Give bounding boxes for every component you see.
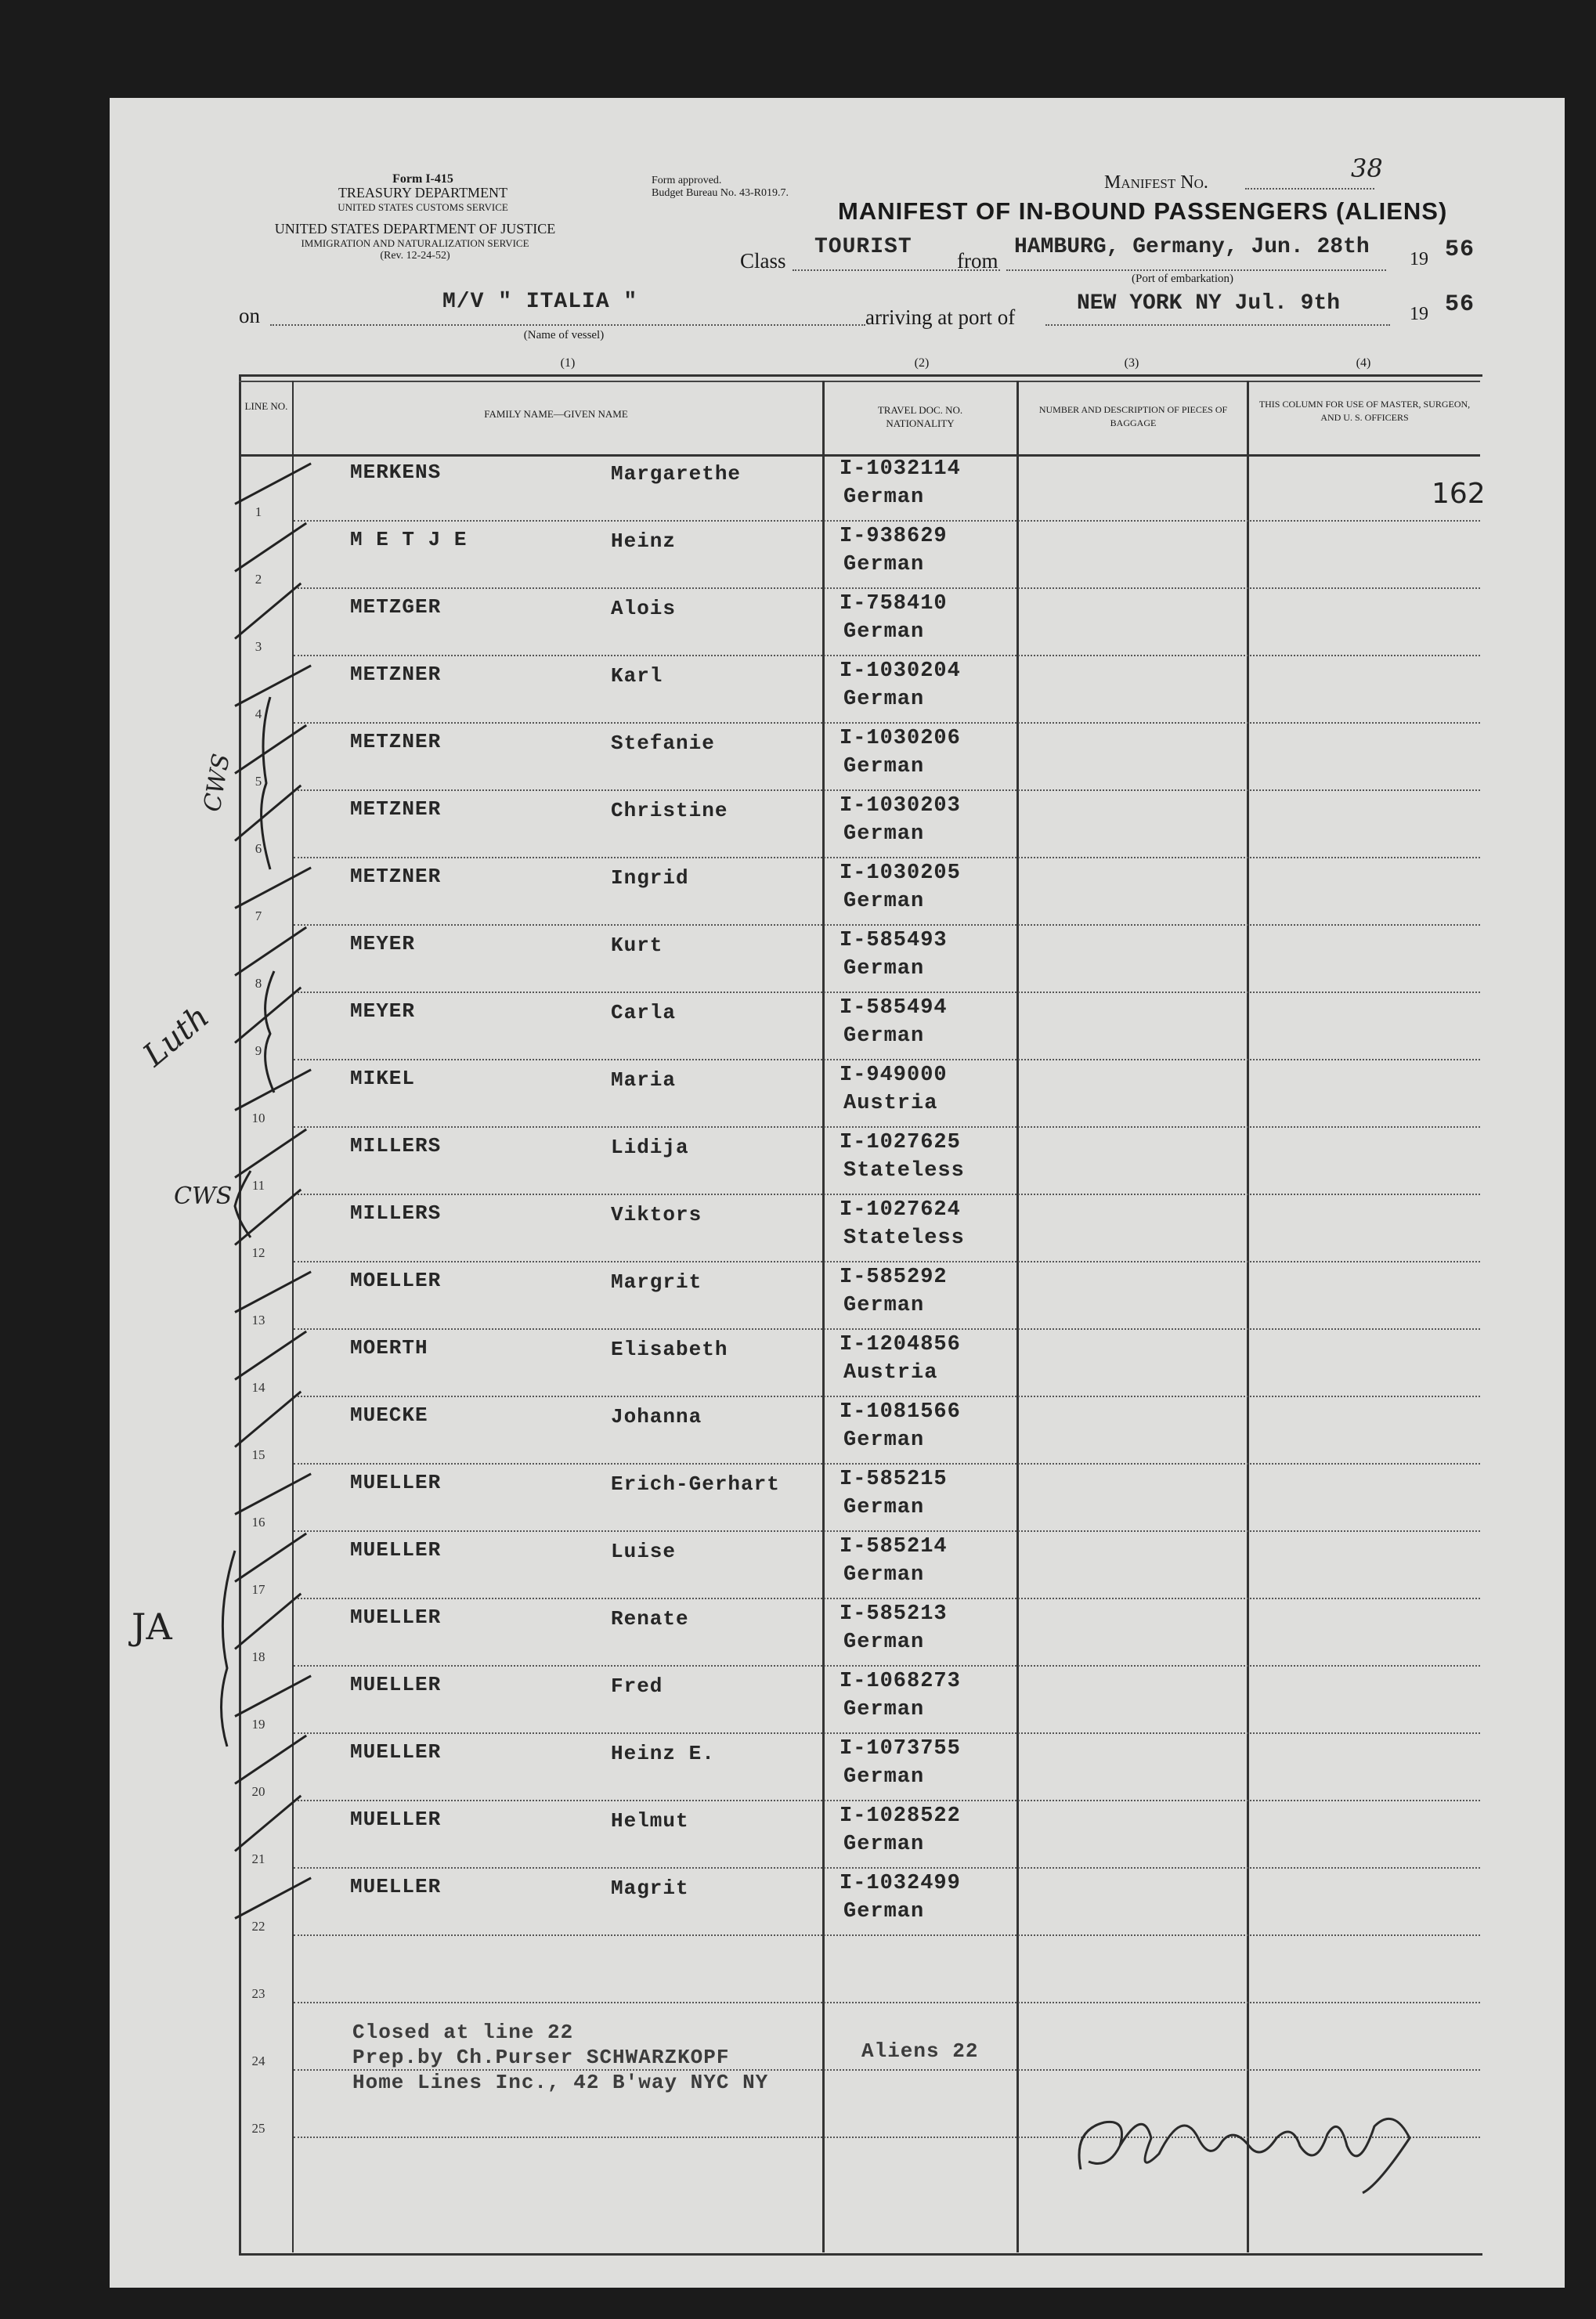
given-name: Viktors	[611, 1203, 702, 1226]
nationality: Stateless	[843, 1159, 965, 1183]
margin-note-3: CWS	[174, 1183, 233, 1210]
family-name: METZGER	[350, 595, 442, 619]
given-name: Lidija	[611, 1136, 689, 1159]
form-approved: Form approved.	[652, 175, 722, 186]
travel-doc-number: I-1027625	[840, 1131, 961, 1154]
line-number: 15	[251, 1447, 265, 1462]
given-name: Magrit	[611, 1877, 689, 1900]
from-value: HAMBURG, Germany, Jun. 28th	[1014, 235, 1370, 259]
family-name: MUELLER	[350, 1875, 442, 1898]
signature	[1065, 2060, 1441, 2201]
revision: (Rev. 12-24-52)	[380, 250, 450, 262]
family-name: MEYER	[350, 999, 416, 1023]
family-name: MUELLER	[350, 1808, 442, 1831]
dept-treasury: TREASURY DEPARTMENT	[338, 185, 508, 200]
nationality: German	[843, 1631, 925, 1654]
travel-doc-number: I-585493	[840, 929, 948, 952]
nationality: German	[843, 1833, 925, 1856]
nationality: German	[843, 822, 925, 846]
closing-line-1: Closed at line 22	[352, 2021, 574, 2044]
given-name: Johanna	[611, 1405, 702, 1429]
nationality: German	[843, 688, 925, 711]
travel-doc-number: I-1073755	[840, 1737, 961, 1761]
line-number: 9	[255, 1043, 262, 1058]
line-number: 24	[251, 2054, 265, 2068]
nationality: German	[843, 1429, 925, 1452]
year-arrive: 56	[1445, 291, 1475, 318]
class-value: TOURIST	[814, 235, 912, 259]
year-prefix-2: 19	[1410, 304, 1428, 324]
nationality: German	[843, 1024, 925, 1048]
closing-line-2: Prep.by Ch.Purser SCHWARZKOPF	[352, 2046, 730, 2069]
nationality: German	[843, 1698, 925, 1721]
family-name: MEYER	[350, 932, 416, 955]
vessel-caption: (Name of vessel)	[523, 329, 605, 341]
family-name: METZNER	[350, 730, 442, 753]
budget-bureau: Budget Bureau No. 43-R019.7.	[652, 187, 789, 199]
dept-justice: UNITED STATES DEPARTMENT OF JUSTICE	[274, 221, 556, 237]
line-number: 1	[255, 504, 262, 519]
year-depart: 56	[1445, 237, 1475, 263]
line-number: 19	[251, 1717, 265, 1732]
nationality: Austria	[843, 1092, 938, 1115]
given-name: Margrit	[611, 1270, 702, 1294]
header-baggage: NUMBER AND DESCRIPTION OF PIECES OF BAGGAGE	[1038, 404, 1228, 428]
line-number: 12	[251, 1245, 265, 1260]
travel-doc-number: I-1032499	[840, 1872, 961, 1895]
line-number: 18	[251, 1649, 265, 1664]
nationality: German	[843, 620, 925, 644]
family-name: MERKENS	[350, 461, 442, 484]
from-label: from	[957, 249, 998, 273]
travel-doc-number: I-1030206	[840, 727, 961, 750]
arriving-label: arriving at port of	[865, 305, 1016, 329]
line-number: 17	[251, 1582, 265, 1597]
travel-doc-number: I-585214	[840, 1535, 948, 1559]
given-name: Alois	[611, 597, 677, 620]
travel-doc-number: I-758410	[840, 592, 948, 616]
family-name: M E T J E	[350, 528, 468, 551]
col-num-2: (2)	[914, 356, 930, 370]
travel-doc-number: I-1204856	[840, 1333, 961, 1356]
family-name: MUELLER	[350, 1740, 442, 1764]
line-number: 4	[255, 706, 262, 721]
line-number: 13	[251, 1313, 265, 1327]
travel-doc-number: I-949000	[840, 1064, 948, 1087]
given-name: Heinz	[611, 529, 677, 553]
header-travel-doc: TRAVEL DOC. NO. NATIONALITY	[877, 404, 963, 429]
travel-doc-number: I-1081566	[840, 1400, 961, 1424]
nationality: German	[843, 553, 925, 576]
nationality: German	[843, 755, 925, 778]
bracket-millers	[235, 1171, 251, 1237]
nationality: German	[843, 1900, 925, 1923]
form-number: Form I-415	[392, 172, 453, 186]
bracket-mueller	[222, 1551, 236, 1746]
travel-doc-number: I-585215	[840, 1468, 948, 1491]
travel-doc-number: I-1028522	[840, 1804, 961, 1828]
given-name: Helmut	[611, 1809, 689, 1833]
col-num-1: (1)	[560, 356, 576, 370]
travel-doc-number: I-585292	[840, 1266, 948, 1289]
line-number: 7	[255, 908, 262, 923]
given-name: Ingrid	[611, 866, 689, 890]
line-number: 10	[251, 1111, 265, 1125]
family-name: METZNER	[350, 865, 442, 888]
line-number: 25	[251, 2121, 265, 2136]
ins-service: IMMIGRATION AND NATURALIZATION SERVICE	[301, 237, 529, 249]
family-name: METZNER	[350, 663, 442, 686]
given-name: Erich-Gerhart	[611, 1472, 780, 1496]
family-name: MUELLER	[350, 1673, 442, 1696]
travel-doc-number: I-585494	[840, 996, 948, 1020]
line-number: 8	[255, 976, 262, 991]
travel-doc-number: I-585213	[840, 1602, 948, 1626]
col-num-4: (4)	[1356, 356, 1371, 370]
line-number: 16	[251, 1515, 265, 1530]
line-number: 14	[251, 1380, 265, 1395]
family-name: MOERTH	[350, 1336, 428, 1360]
nationality: German	[843, 486, 925, 509]
on-label: on	[239, 304, 260, 327]
nationality: German	[843, 1496, 925, 1519]
header-officers: THIS COLUMN FOR USE OF MASTER, SURGEON, AND U. S. OFFICERS	[1258, 399, 1471, 423]
nationality: German	[843, 890, 925, 913]
manifest-number: 38	[1351, 154, 1383, 183]
margin-note-4: JA	[132, 1606, 172, 1648]
given-name: Kurt	[611, 934, 663, 957]
travel-doc-number: I-1032114	[840, 457, 961, 481]
bracket-meyer	[265, 971, 274, 1093]
given-name: Heinz E.	[611, 1742, 715, 1765]
line-number: 2	[255, 572, 262, 587]
given-name: Elisabeth	[611, 1338, 728, 1361]
class-label: Class	[740, 249, 786, 273]
travel-doc-number: I-1068273	[840, 1670, 961, 1693]
nationality: Austria	[843, 1361, 938, 1385]
col-num-3: (3)	[1124, 356, 1139, 370]
given-name: Carla	[611, 1001, 677, 1024]
year-prefix: 19	[1410, 249, 1428, 269]
nationality: German	[843, 1294, 925, 1317]
manifest-no-label: Manifest No.	[1104, 172, 1208, 193]
line-number: 23	[251, 1986, 265, 2001]
line-number: 11	[251, 1178, 265, 1193]
line-number: 6	[255, 841, 262, 856]
family-name: MUELLER	[350, 1606, 442, 1629]
family-name: MOELLER	[350, 1269, 442, 1292]
given-name: Maria	[611, 1068, 677, 1092]
family-name: MUELLER	[350, 1471, 442, 1494]
travel-doc-number: I-1030204	[840, 659, 961, 683]
nationality: Stateless	[843, 1226, 965, 1250]
vessel-value: M/V " ITALIA "	[442, 290, 638, 314]
line-number: 22	[251, 1919, 265, 1934]
nationality: German	[843, 957, 925, 981]
manifest-title: MANIFEST OF IN-BOUND PASSENGERS (ALIENS)	[838, 197, 1448, 225]
bracket-metzner	[262, 697, 270, 869]
line-number: 20	[251, 1784, 265, 1799]
aliens-total: Aliens 22	[861, 2039, 979, 2063]
family-name: MILLERS	[350, 1134, 442, 1158]
closing-line-3: Home Lines Inc., 42 B'way NYC NY	[352, 2071, 769, 2094]
travel-doc-number: I-1030205	[840, 861, 961, 885]
travel-doc-number: I-1027624	[840, 1198, 961, 1222]
family-name: MILLERS	[350, 1201, 442, 1225]
family-name: MUELLER	[350, 1538, 442, 1562]
family-name: MUECKE	[350, 1403, 428, 1427]
margin-note-2: Luth	[136, 999, 216, 1074]
family-name: MIKEL	[350, 1067, 416, 1090]
port-caption: (Port of embarkation)	[1132, 273, 1233, 285]
given-name: Luise	[611, 1540, 677, 1563]
line-number: 21	[251, 1851, 265, 1866]
travel-doc-number: I-938629	[840, 525, 948, 548]
customs-service: UNITED STATES CUSTOMS SERVICE	[338, 201, 508, 213]
given-name: Margarethe	[611, 462, 742, 486]
signature-name	[1081, 2177, 1085, 2178]
given-name: Karl	[611, 664, 663, 688]
family-name: METZNER	[350, 797, 442, 821]
nationality: German	[843, 1563, 925, 1587]
header-family-given: FAMILY NAME—GIVEN NAME	[484, 408, 628, 420]
arrival-value: NEW YORK NY Jul. 9th	[1077, 291, 1341, 316]
header-line-no: LINE NO.	[244, 400, 288, 412]
given-name: Fred	[611, 1674, 663, 1698]
margin-note-1: CWS	[198, 751, 236, 815]
line-number: 5	[255, 774, 262, 789]
line-number: 3	[255, 639, 262, 654]
page-stamp: 162	[1432, 478, 1486, 510]
nationality: German	[843, 1765, 925, 1789]
given-name: Stefanie	[611, 731, 715, 755]
given-name: Renate	[611, 1607, 689, 1631]
travel-doc-number: I-1030203	[840, 794, 961, 818]
given-name: Christine	[611, 799, 728, 822]
